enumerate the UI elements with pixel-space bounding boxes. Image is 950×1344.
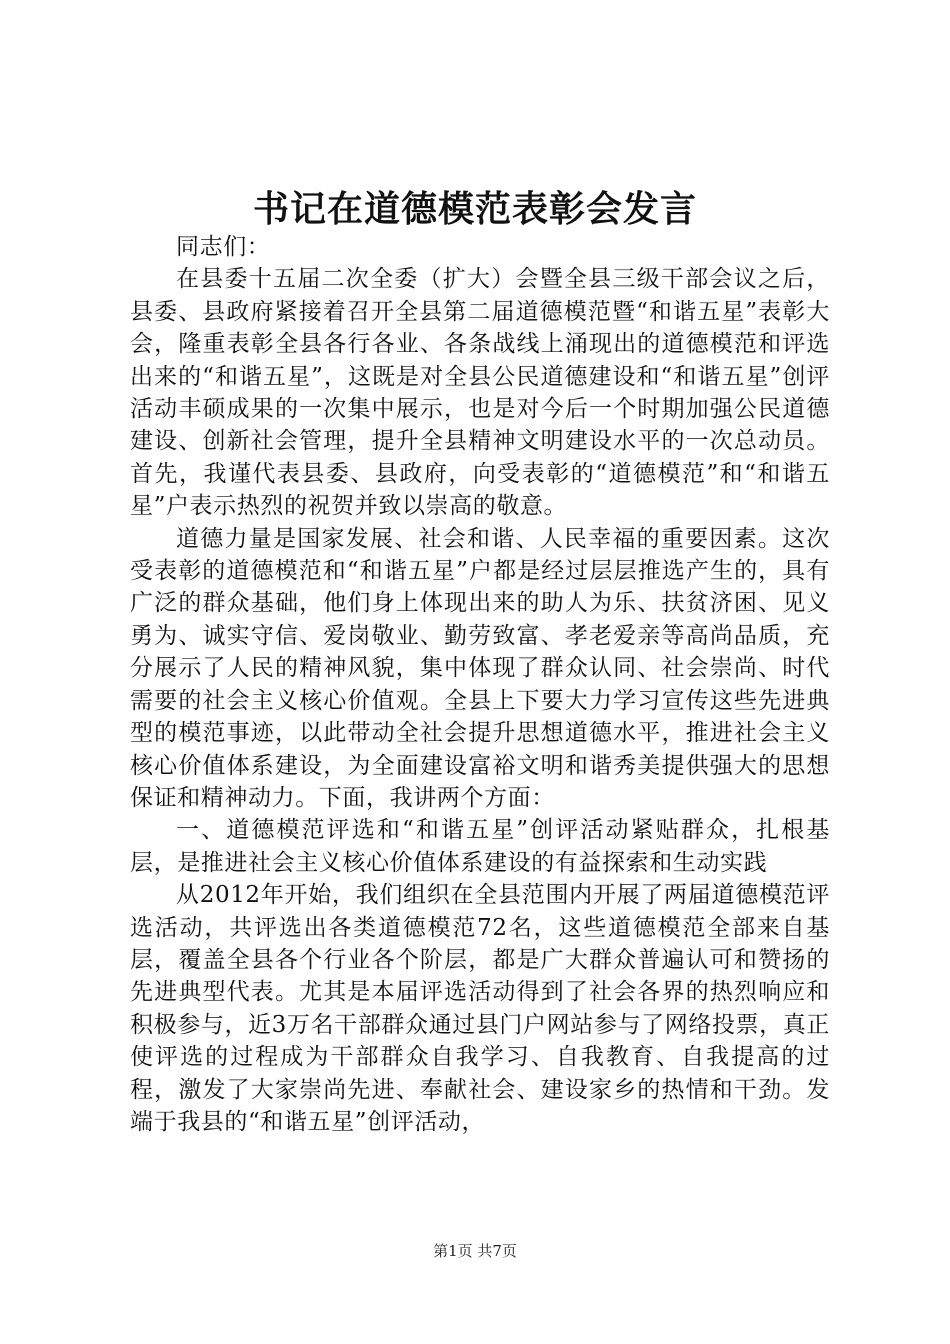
document-body [130, 231, 830, 1138]
salutation-paragraph: 同志们： [176, 234, 271, 260]
page-number-footer: 第1页 共7页 [433, 1242, 517, 1260]
body-paragraph: 从2012年开始，我们组织在全县范围内开展了两届道德模范评选活动，共评选出各类道德模范72名，这些道德模范全部来自基层，覆盖全县各个行业各个阶层，都是广大群众普遍认可和赞扬的先进典型代表。尤其是本届评选活动得到了社会各界的热烈响应和积极参与，近3万名干部群众通过县门户网站参与了网络投票，真正使评选的过程成为干部群众自我学习、自我教育、自我提高的过程，激发了大家崇尚先进、奉献社会、建设家乡的热情和干劲。发端于我县的“和谐五星”创评活动， [130, 882, 830, 1135]
body-paragraph: 道德力量是国家发展、社会和谐、人民幸福的重要因素。这次受表彰的道德模范和“和谐五星”户都是经过层层推选产生的，具有广泛的群众基础，他们身上体现出来的助人为乐、扶贫济困、见义勇为、诚实守信、爱岗敬业、勤劳致富、孝老爱亲等高尚品质，充分展示了人民的精神风貌，集中体现了群众认同、社会崇尚、时代需要的社会主义核心价值观。全县上下要大力学习宣传这些先进典型的模范事迹，以此带动全社会提升思想道德水平，推进社会主义核心价值体系建设，为全面建设富裕文明和谐秀美提供强大的思想保证和精神动力。下面，我讲两个方面： [130, 525, 830, 811]
section-heading-paragraph: 一、道德模范评选和“和谐五星”创评活动紧贴群众，扎根基层，是推进社会主义核心价值体系建设的有益探索和生动实践 [130, 817, 830, 876]
body-paragraph: 在县委十五届二次全委（扩大）会暨全县三级干部会议之后，县委、县政府紧接着召开全县第二届道德模范暨“和谐五星”表彰大会，隆重表彰全县各行各业、各条战线上涌现出的道德模范和评选出来的“和谐五星”，这既是对全县公民道德建设和“和谐五星”创评活动丰硕成果的一次集中展示，也是对今后一个时期加强公民道德建设、创新社会管理，提升全县精神文明建设水平的一次总动员。首先，我谨代表县委、县政府，向受表彰的“道德模范”和“和谐五星”户表示热烈的祝贺并致以崇高的敬意。 [130, 266, 830, 520]
document-title: 书记在道德模范表彰会发言 [252, 188, 697, 230]
